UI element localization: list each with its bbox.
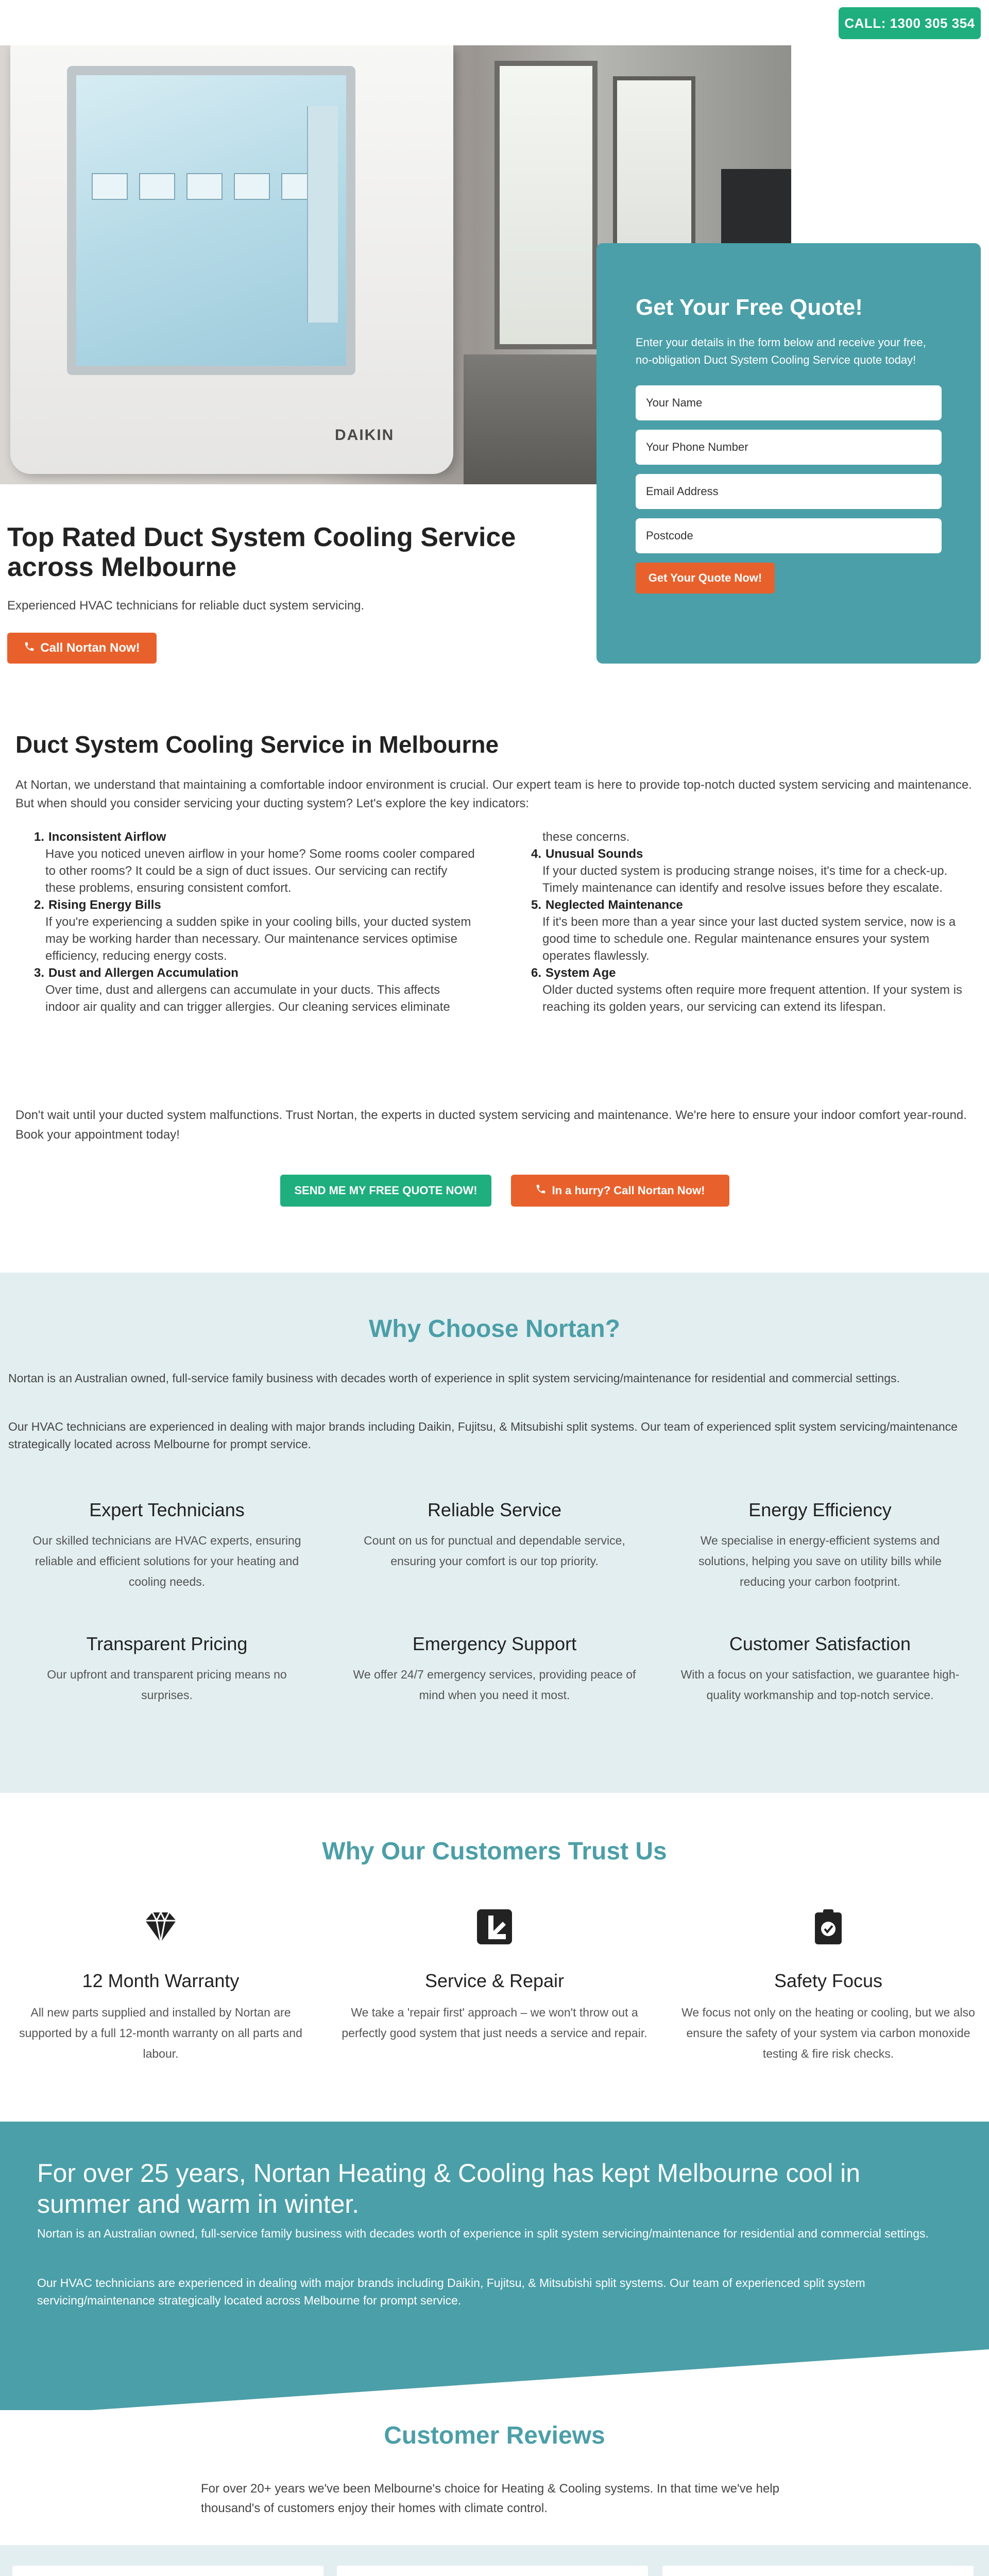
wrench-icon (474, 1906, 515, 1947)
hurry-call-label: In a hurry? Call Nortan Now! (552, 1184, 705, 1197)
phone-field[interactable] (636, 430, 942, 465)
service-heading: Duct System Cooling Service in Melbourne (15, 731, 499, 758)
band-paragraph-2: Our HVAC technicians are experienced in dealing with major brands including Daikin, Fujitsu, & Mitsubishi split systems. Our team of experienced split system servicing/maintenance strategically located across Melbourne for prompt service. (37, 2276, 865, 2307)
feature-title: Emergency Support (412, 1633, 577, 1654)
quote-description: Enter your details in the form below and receive your free, no-obligation Duct System Cooling Service quote today! (636, 336, 926, 366)
feature-customer-satisfaction (676, 1633, 964, 1705)
feature-title: Reliable Service (427, 1499, 562, 1520)
get-quote-button[interactable]: Get Your Quote Now! (636, 563, 775, 594)
hero-call-label: Call Nortan Now! (40, 641, 140, 655)
trust-item-title: Service & Repair (424, 1970, 565, 1991)
service-closing: Don't wait until your ducted system malfunctions. Trust Nortan, the experts in ducted system servicing and maintenance. We're here to ensure your indoor comfort year-round. Book your appointment today! (15, 1108, 967, 1142)
reviews-carousel (0, 2545, 989, 2576)
top-bar (0, 0, 989, 45)
phone-icon (24, 641, 35, 656)
list-item: 5. Neglected Maintenance If it's been more than a year since your last ducted system service, now is a good time to schedule one. Regular maintenance ensures your system operates flawlessly. (531, 898, 956, 963)
quote-title: Get Your Free Quote! (636, 295, 863, 320)
why-title: Why Choose Nortan? (369, 1315, 620, 1343)
hero-subtitle: Experienced HVAC technicians for reliable duct system servicing. (7, 599, 365, 613)
postcode-field[interactable] (636, 518, 942, 553)
trust-title: Why Our Customers Trust Us (322, 1838, 667, 1865)
indicator-list (15, 828, 974, 1015)
feature-reliable-service (350, 1499, 639, 1571)
trust-safety (674, 1906, 983, 2064)
list-item: 1. Inconsistent Airflow Have you noticed uneven airflow in your home? Some rooms cooler compared to other rooms? It could be a sign of duct issues. Our servicing can rectify these problems, ensuring consistent comfort. (34, 830, 475, 895)
quote-form-card (596, 243, 981, 664)
review-card (12, 2566, 323, 2576)
list-item: 4. Unusual Sounds If your ducted system is producing strange noises, it's time for a check-up. Timely maintenance can identify and resolve issues before they escalate. (531, 847, 948, 895)
feature-text: With a focus on your satisfaction, we guarantee high-quality workmanship and top-notch service. (680, 1668, 960, 1702)
why-paragraph-1: Nortan is an Australian owned, full-service family business with decades worth of experience in split system servicing/maintenance for residential and commercial settings. (8, 1371, 900, 1385)
page-title: Top Rated Duct System Cooling Service across Melbourne (7, 522, 516, 582)
band-paragraph-1: Nortan is an Australian owned, full-service family business with decades worth of experience in split system servicing/maintenance for residential and commercial settings. (37, 2227, 929, 2240)
email-field[interactable] (636, 474, 942, 509)
feature-title: Expert Technicians (89, 1499, 245, 1520)
reviews-title: Customer Reviews (384, 2422, 605, 2449)
list-item: 2. Rising Energy Bills If you're experiencing a sudden spike in your cooling bills, your ducted system may be working harder than necessary. Our maintenance services optimise efficiency, reducing energy costs. (34, 898, 471, 963)
feature-energy-efficiency (676, 1499, 964, 1592)
review-card (337, 2566, 648, 2576)
review-card (662, 2566, 974, 2576)
trust-warranty (6, 1906, 315, 2064)
hurry-call-button[interactable] (511, 1175, 729, 1207)
feature-emergency-support (350, 1633, 639, 1705)
name-field[interactable] (636, 385, 942, 420)
service-intro: At Nortan, we understand that maintaining a comfortable indoor environment is crucial. Our expert team is here to provide top-notch ducted system servicing and maintenance. But when should you consider servicing your ducting system? Let's explore the key indicators: (15, 778, 972, 810)
phone-icon (535, 1183, 547, 1198)
list-item: 3. Dust and Allergen Accumulation Over time, dust and allergens can accumulate in your ducts. This affects indoor air quality and can trigger allergies. Our cleaning services eliminate these concerns. (34, 830, 630, 1014)
feature-title: Customer Satisfaction (729, 1633, 911, 1654)
feature-title: Transparent Pricing (86, 1633, 248, 1654)
feature-text: Our skilled technicians are HVAC experts, ensuring reliable and efficient solutions for your heating and cooling needs. (32, 1534, 301, 1588)
trust-item-text: We focus not only on the heating or cooling, but we also ensure the safety of your system via carbon monoxide testing & fire risk checks. (681, 2006, 975, 2060)
feature-expert-technicians (23, 1499, 311, 1592)
feature-text: We specialise in energy-efficient systems and solutions, helping you save on utility bills while reducing your carbon footprint. (698, 1534, 942, 1588)
trust-item-text: We take a 'repair first' approach – we won't throw out a perfectly good system that just needs a service and repair. (342, 2006, 647, 2040)
feature-text: Our upfront and transparent pricing means no surprises. (47, 1668, 287, 1702)
feature-text: Count on us for punctual and dependable service, ensuring your comfort is our top priority. (364, 1534, 625, 1568)
trust-item-title: 12 Month Warranty (82, 1970, 240, 1991)
hero-call-button[interactable] (7, 633, 157, 664)
safety-badge-icon (808, 1906, 849, 1947)
why-choose-section (0, 1273, 989, 1793)
feature-transparent-pricing (23, 1633, 311, 1705)
reviews-subtitle: For over 20+ years we've been Melbourne's choice for Heating & Cooling systems. In that time we've help thousand's of customers enjoy their homes with climate control. (201, 2482, 779, 2515)
trust-service-repair (340, 1906, 649, 2043)
free-quote-button[interactable]: SEND ME MY FREE QUOTE NOW! (280, 1175, 491, 1207)
trust-item-title: Safety Focus (774, 1970, 883, 1991)
daikin-logo: DAIKIN (335, 427, 395, 444)
list-item: 6. System Age Older ducted systems often require more frequent attention. If your system is reaching its golden years, our servicing can extend its lifespan. (531, 966, 963, 1014)
band-title: For over 25 years, Nortan Heating & Cooling has kept Melbourne cool in summer and warm in winter. (37, 2159, 861, 2218)
feature-title: Energy Efficiency (748, 1499, 892, 1520)
feature-text: We offer 24/7 emergency services, providing peace of mind when you need it most. (353, 1668, 636, 1702)
call-phone-button[interactable]: CALL: 1300 305 354 (839, 7, 981, 39)
diamond-icon (140, 1906, 181, 1947)
trust-item-text: All new parts supplied and installed by Nortan are supported by a full 12-month warranty on all parts and labour. (19, 2006, 302, 2060)
thermostat-unit (10, 45, 453, 474)
why-paragraph-2: Our HVAC technicians are experienced in dealing with major brands including Daikin, Fujitsu, & Mitsubishi split systems. Our team of experienced split system servicing/maintenance strategically located across Melbourne for prompt service. (8, 1420, 958, 1451)
